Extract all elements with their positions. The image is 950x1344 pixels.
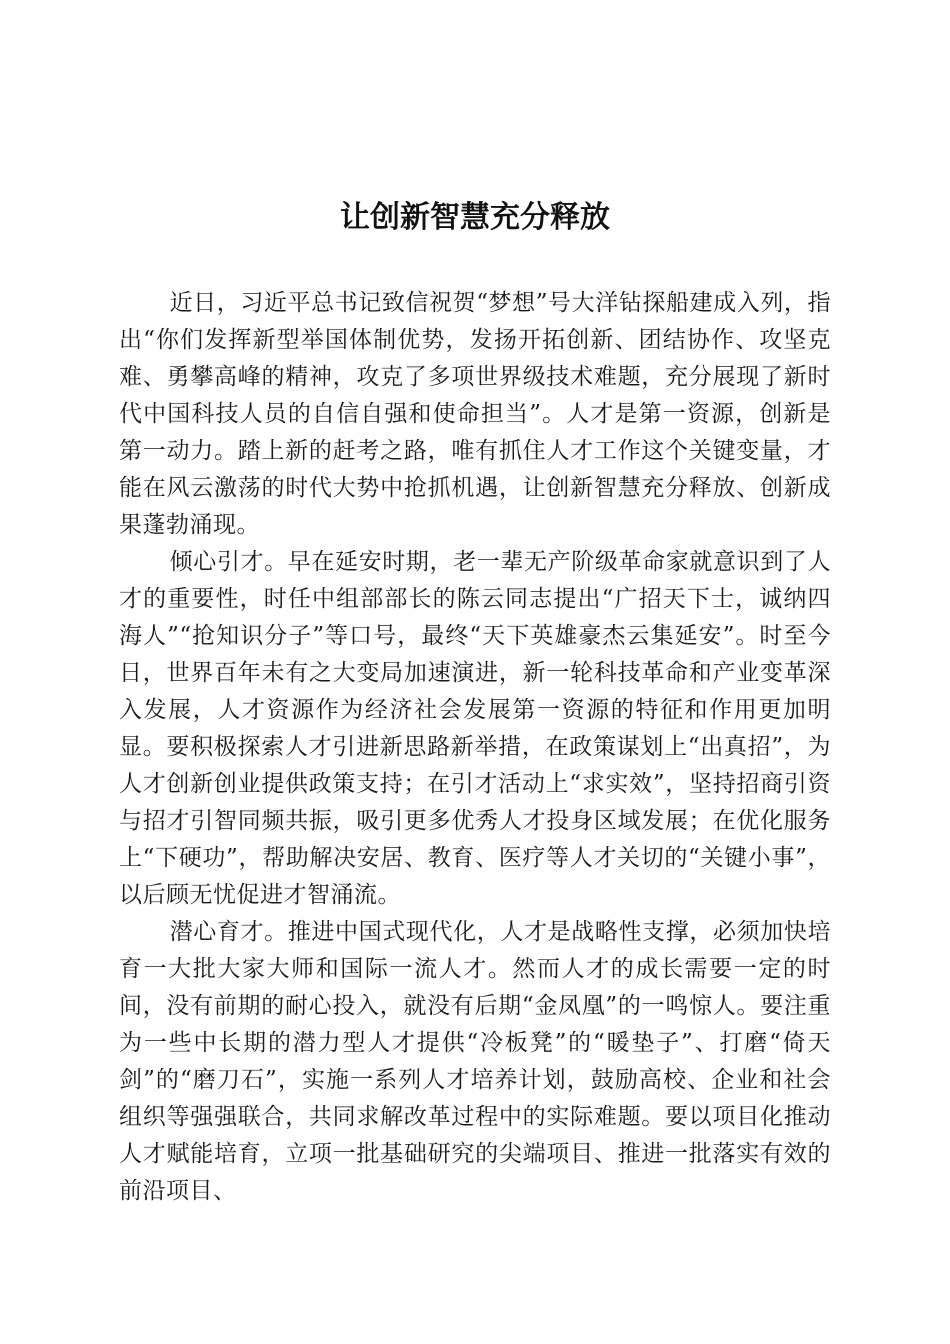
document-title: 让创新智慧充分释放 — [340, 200, 610, 235]
paragraph-attract-talent: 倾心引才。早在延安时期，老一辈无产阶级革命家就意识到了人才的重要性，时任中组部部长的陈云同志提出“广招天下士，诚纳四海人”“抢知识分子”等口号，最终“天下英雄豪杰云集延安”。时至今日，世界百年未有之大变局加速演进，新一轮科技革命和产业变革深入发展，人才资源作为经济社会发展第一资源的特征和作用更加明显。要积极探索人才引进新思路新举措，在政策谋划上“出真招”，为人才创新创业提供政策支持；在引才活动上“求实效”，坚持招商引资与招才引智同频共振，吸引更多优秀人才投身区域发展；在优化服务上“下硬功”，帮助解决安居、教育、医疗等人才关切的“关键小事”，以后顾无忧促进才智涌流。 — [119, 549, 831, 908]
paragraph-cultivate-talent: 潜心育才。推进中国式现代化，人才是战略性支撑，必须加快培育一大批大家大师和国际一流人才。然而人才的成长需要一定的时间，没有前期的耐心投入，就没有后期“金凤凰”的一鸣惊人。要注重为一些中长期的潜力型人才提供“冷板凳”的“暖垫子”、打磨“倚天剑”的“磨刀石”，实施一系列人才培养计划，鼓励高校、企业和社会组织等强强联合，共同求解改革过程中的实际难题。要以项目化推动人才赋能培育，立项一批基础研究的尖端项目、推进一批落实有效的前沿项目、 — [119, 919, 831, 1204]
document-body — [119, 285, 831, 1210]
paragraph-intro: 近日，习近平总书记致信祝贺“梦想”号大洋钻探船建成入列，指出“你们发挥新型举国体制优势，发扬开拓创新、团结协作、攻坚克难、勇攀高峰的精神，攻克了多项世界级技术难题，充分展现了新时代中国科技人员的自信自强和使命担当”。人才是第一资源，创新是第一动力。踏上新的赶考之路，唯有抓住人才工作这个关键变量，才能在风云激荡的时代大势中抢抓机遇，让创新智慧充分释放、创新成果蓬勃涌现。 — [119, 290, 831, 538]
